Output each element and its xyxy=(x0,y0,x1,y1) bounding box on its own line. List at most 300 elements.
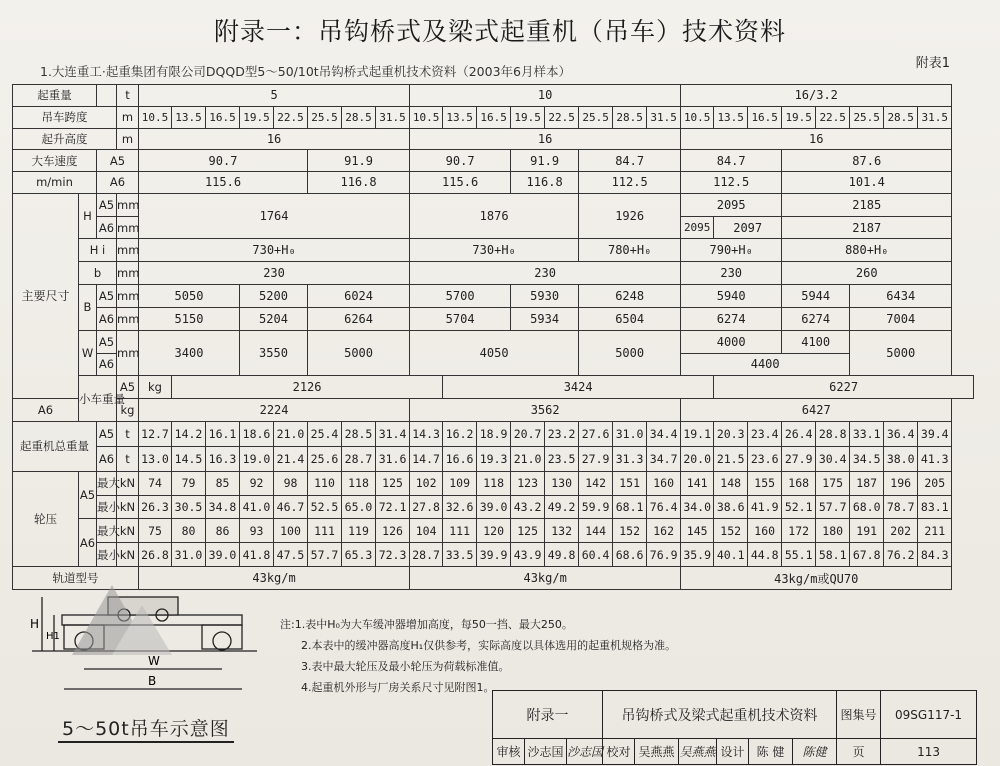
b-10t: 230 xyxy=(410,262,681,285)
value-cell: 28.8 xyxy=(816,421,850,446)
value-cell: 26.8 xyxy=(139,543,172,567)
value-cell: 28.7 xyxy=(342,446,376,471)
value-cell: 52.1 xyxy=(782,495,816,519)
unit-kn: kN xyxy=(117,495,139,519)
dim-b: B xyxy=(79,285,97,331)
crane-diagram xyxy=(12,585,272,715)
b-a5: 5940 xyxy=(681,285,782,308)
value-cell: 19.0 xyxy=(240,446,274,471)
span-value: 10.5 xyxy=(681,106,714,128)
title-block-checker: 吴燕燕 xyxy=(635,739,679,765)
crane-wheel-right xyxy=(213,632,231,650)
dim-w: W xyxy=(79,330,97,376)
value-cell: 38.0 xyxy=(884,446,918,471)
value-cell: 100 xyxy=(274,519,308,543)
value-cell: 14.7 xyxy=(410,446,443,471)
value-cell: 31.4 xyxy=(376,421,410,446)
value-cell: 34.0 xyxy=(681,495,714,519)
unit-t: t xyxy=(117,85,139,107)
value-cell: 16.1 xyxy=(206,421,240,446)
value-cell: 39.0 xyxy=(206,543,240,567)
speed-a5: 84.7 xyxy=(681,150,782,172)
value-cell: 180 xyxy=(816,519,850,543)
table-reference: 附表1 xyxy=(915,56,950,71)
rail-5t: 43kg/m xyxy=(139,567,410,590)
table-row xyxy=(13,376,974,399)
speed-a5: 84.7 xyxy=(579,150,681,172)
span-value: 22.5 xyxy=(816,106,850,128)
b-a5: 5200 xyxy=(240,285,308,308)
value-cell: 21.0 xyxy=(274,421,308,446)
value-cell: 14.2 xyxy=(172,421,206,446)
hi-16t: 790+H₀ xyxy=(681,239,782,262)
value-cell: 65.3 xyxy=(342,543,376,567)
value-cell: 21.0 xyxy=(511,446,545,471)
title-block-designer: 陈 健 xyxy=(749,739,793,765)
value-cell: 109 xyxy=(443,471,477,495)
span-value: 10.5 xyxy=(410,106,443,128)
unit-m: m xyxy=(117,106,139,128)
value-cell: 43.2 xyxy=(511,495,545,519)
value-cell: 130 xyxy=(545,471,579,495)
value-cell: 104 xyxy=(410,519,443,543)
value-cell: 21.5 xyxy=(714,446,748,471)
value-cell: 155 xyxy=(748,471,782,495)
value-cell: 55.1 xyxy=(782,543,816,567)
value-cell: 78.7 xyxy=(884,495,918,519)
value-cell: 76.2 xyxy=(884,543,918,567)
grade-a6: A6 xyxy=(97,216,117,239)
b-a6: 5704 xyxy=(410,307,511,330)
crane-speed-label: 大车速度 xyxy=(13,150,97,172)
span-value: 19.5 xyxy=(240,106,274,128)
value-cell: 60.4 xyxy=(579,543,613,567)
value-cell: 34.4 xyxy=(647,421,681,446)
w-5t: 3550 xyxy=(240,330,308,376)
table-row xyxy=(13,85,974,107)
title-block-atlas-no: 09SG117-1 xyxy=(881,691,977,739)
value-cell: 26.4 xyxy=(782,421,816,446)
value-cell: 126 xyxy=(376,519,410,543)
b-a6: 6274 xyxy=(681,307,782,330)
trolley-16t: 6427 xyxy=(681,399,952,422)
grade-a6: A6 xyxy=(79,519,97,567)
value-cell: 76.4 xyxy=(647,495,681,519)
title-block-section: 附录一 xyxy=(493,691,603,739)
value-cell: 33.5 xyxy=(443,543,477,567)
span-value: 25.5 xyxy=(850,106,884,128)
value-cell: 168 xyxy=(782,471,816,495)
span-value: 10.5 xyxy=(139,106,172,128)
b-a5: 5050 xyxy=(139,285,240,308)
speed-unit: m/min xyxy=(13,172,97,194)
value-cell: 34.8 xyxy=(206,495,240,519)
value-cell: 102 xyxy=(410,471,443,495)
value-cell: 211 xyxy=(918,519,952,543)
label-b: B xyxy=(148,674,157,688)
b-a5: 6434 xyxy=(850,285,952,308)
unit-kn: kN xyxy=(117,543,139,567)
total-weight-label: 起重机总重量 xyxy=(13,421,97,471)
unit-mm: mm xyxy=(117,307,139,330)
span-value: 13.5 xyxy=(172,106,206,128)
span-value: 22.5 xyxy=(274,106,308,128)
h-16t-a6: 2095 xyxy=(681,216,714,239)
span-value: 13.5 xyxy=(443,106,477,128)
value-cell: 33.1 xyxy=(850,421,884,446)
h-16t: 2095 xyxy=(681,193,782,216)
value-cell: 18.9 xyxy=(477,421,511,446)
value-cell: 41.8 xyxy=(240,543,274,567)
capacity-5t: 5 xyxy=(139,85,410,107)
value-cell: 93 xyxy=(240,519,274,543)
value-cell: 98 xyxy=(274,471,308,495)
value-cell: 39.4 xyxy=(918,421,952,446)
value-cell: 16.3 xyxy=(206,446,240,471)
value-cell: 119 xyxy=(342,519,376,543)
title-block-page-label: 页 xyxy=(837,739,881,765)
grade-a6: A6 xyxy=(97,353,117,376)
cell xyxy=(97,85,117,107)
label-hi: H1 xyxy=(46,631,60,642)
rail-10t: 43kg/m xyxy=(410,567,681,590)
crane-spec-table xyxy=(12,84,974,590)
value-cell: 57.7 xyxy=(816,495,850,519)
wheel-load-label: 轮压 xyxy=(13,471,79,566)
value-cell: 120 xyxy=(477,519,511,543)
value-cell: 41.3 xyxy=(918,446,952,471)
b-a6: 7004 xyxy=(850,307,952,330)
diagram-title: 5～50t吊车示意图 xyxy=(58,714,234,743)
span-value: 19.5 xyxy=(782,106,816,128)
table-row xyxy=(13,543,974,567)
hi-10t: 730+H₀ xyxy=(410,239,579,262)
value-cell: 132 xyxy=(545,519,579,543)
unit-t: t xyxy=(117,421,139,446)
h-16t-a6: 2187 xyxy=(782,216,952,239)
value-cell: 152 xyxy=(613,519,647,543)
title-block xyxy=(492,690,977,765)
speed-a6: 112.5 xyxy=(681,172,782,194)
h-10t-b: 1926 xyxy=(579,193,681,239)
speed-a6: 115.6 xyxy=(410,172,511,194)
value-cell: 110 xyxy=(308,471,342,495)
value-cell: 160 xyxy=(748,519,782,543)
w-10t: 4050 xyxy=(410,330,579,376)
value-cell: 141 xyxy=(681,471,714,495)
value-cell: 191 xyxy=(850,519,884,543)
span-value: 16.5 xyxy=(477,106,511,128)
title-block-page-no: 113 xyxy=(881,739,977,765)
value-cell: 34.5 xyxy=(850,446,884,471)
dim-h: H xyxy=(79,193,97,239)
value-cell: 148 xyxy=(714,471,748,495)
value-cell: 65.0 xyxy=(342,495,376,519)
title-block-name: 吊钩桥式及梁式起重机技术资料 xyxy=(603,691,837,739)
span-value: 28.5 xyxy=(342,106,376,128)
value-cell: 145 xyxy=(681,519,714,543)
h-16t: 2185 xyxy=(782,193,952,216)
grade-a5: A5 xyxy=(117,376,139,399)
b-16t-b: 260 xyxy=(782,262,952,285)
table-row xyxy=(13,307,974,330)
value-cell: 68.0 xyxy=(850,495,884,519)
title-block-review-signature: 沙志国 xyxy=(567,739,603,765)
w-16t: 4000 xyxy=(681,330,782,353)
trolley-10t: 3562 xyxy=(410,399,681,422)
value-cell: 152 xyxy=(714,519,748,543)
w-16t: 4100 xyxy=(782,330,850,353)
b-a5: 5700 xyxy=(410,285,511,308)
capacity-label: 起重量 xyxy=(13,85,97,107)
value-cell: 52.5 xyxy=(308,495,342,519)
w-5t: 5000 xyxy=(308,330,410,376)
value-cell: 27.8 xyxy=(410,495,443,519)
unit-kn: kN xyxy=(117,519,139,543)
unit-kg: kg xyxy=(139,376,172,399)
span-value: 31.5 xyxy=(647,106,681,128)
note-1: 注:1.表中H₀为大车缓冲器增加高度，每50一挡、最大250。 xyxy=(280,618,573,631)
value-cell: 13.0 xyxy=(139,446,172,471)
min-label: 最小 xyxy=(97,495,117,519)
value-cell: 111 xyxy=(308,519,342,543)
title-block-design-signature: 陈健 xyxy=(793,739,837,765)
value-cell: 23.5 xyxy=(545,446,579,471)
value-cell: 68.6 xyxy=(613,543,647,567)
value-cell: 46.7 xyxy=(274,495,308,519)
note-2: 2.本表中的缓冲器高度H₁仅供参考，实际高度以具体选用的起重机规格为准。 xyxy=(301,639,677,652)
span-value: 25.5 xyxy=(579,106,613,128)
table-row xyxy=(13,128,974,150)
grade-a6: A6 xyxy=(97,172,139,194)
value-cell: 85 xyxy=(206,471,240,495)
value-cell: 92 xyxy=(240,471,274,495)
grade-a5: A5 xyxy=(79,471,97,519)
value-cell: 187 xyxy=(850,471,884,495)
speed-a6: 101.4 xyxy=(782,172,952,194)
crane-diagram-drawing xyxy=(12,585,272,715)
value-cell: 76.9 xyxy=(647,543,681,567)
value-cell: 31.6 xyxy=(376,446,410,471)
value-cell: 59.9 xyxy=(579,495,613,519)
value-cell: 58.1 xyxy=(816,543,850,567)
value-cell: 47.5 xyxy=(274,543,308,567)
unit-mm: mm xyxy=(117,216,139,239)
dim-b-small: b xyxy=(79,262,117,285)
span-value: 16.5 xyxy=(206,106,240,128)
unit-mm: mm xyxy=(117,330,139,376)
trolley-5t: 2224 xyxy=(139,399,410,422)
h-16t-a6: 2097 xyxy=(714,216,782,239)
value-cell: 142 xyxy=(579,471,613,495)
end-carriage-right xyxy=(202,625,242,649)
value-cell: 49.8 xyxy=(545,543,579,567)
value-cell: 125 xyxy=(511,519,545,543)
main-dimensions-label: 主要尺寸 xyxy=(13,193,79,398)
hi-16t-b: 880+H₀ xyxy=(782,239,952,262)
b-a5: 6248 xyxy=(579,285,681,308)
value-cell: 21.4 xyxy=(274,446,308,471)
value-cell: 39.9 xyxy=(477,543,511,567)
label-h: H xyxy=(30,617,40,631)
value-cell: 111 xyxy=(443,519,477,543)
table-row xyxy=(13,446,974,471)
trolley-10t: 3424 xyxy=(443,376,714,399)
value-cell: 40.1 xyxy=(714,543,748,567)
value-cell: 44.8 xyxy=(748,543,782,567)
speed-a6: 112.5 xyxy=(579,172,681,194)
unit-kn: kN xyxy=(117,471,139,495)
w-16t: 5000 xyxy=(850,330,952,376)
value-cell: 41.9 xyxy=(748,495,782,519)
trolley-5t: 2126 xyxy=(172,376,443,399)
value-cell: 35.9 xyxy=(681,543,714,567)
trolley-weight-label: 小车重量 xyxy=(79,376,117,422)
min-label: 最小 xyxy=(97,543,117,567)
span-value: 13.5 xyxy=(714,106,748,128)
value-cell: 68.1 xyxy=(613,495,647,519)
grade-a6: A6 xyxy=(97,446,117,471)
value-cell: 20.3 xyxy=(714,421,748,446)
table-row xyxy=(13,106,974,128)
value-cell: 16.6 xyxy=(443,446,477,471)
value-cell: 80 xyxy=(172,519,206,543)
table-row xyxy=(13,239,974,262)
w-10t: 5000 xyxy=(579,330,681,376)
grade-a5: A5 xyxy=(97,421,117,446)
span-value: 31.5 xyxy=(918,106,952,128)
value-cell: 38.6 xyxy=(714,495,748,519)
speed-a5: 87.6 xyxy=(782,150,952,172)
speed-a6: 115.6 xyxy=(139,172,308,194)
value-cell: 123 xyxy=(511,471,545,495)
value-cell: 74 xyxy=(139,471,172,495)
capacity-10t: 10 xyxy=(410,85,681,107)
b-5t: 230 xyxy=(139,262,410,285)
max-label: 最大 xyxy=(97,519,117,543)
value-cell: 20.0 xyxy=(681,446,714,471)
lift-10t: 16 xyxy=(410,128,681,150)
title-block-atlas-label: 图集号 xyxy=(837,691,881,739)
table-row xyxy=(13,330,974,353)
title-block-design-label: 设计 xyxy=(717,739,749,765)
value-cell: 72.1 xyxy=(376,495,410,519)
title-block-review-label: 审核 xyxy=(493,739,525,765)
speed-a6: 116.8 xyxy=(511,172,579,194)
note-4: 4.起重机外形与厂房关系尺寸见附图1。 xyxy=(301,681,495,694)
hi-10t-b: 780+H₀ xyxy=(579,239,681,262)
value-cell: 27.9 xyxy=(782,446,816,471)
span-value: 19.5 xyxy=(511,106,545,128)
unit-mm: mm xyxy=(117,193,139,216)
value-cell: 26.3 xyxy=(139,495,172,519)
b-a6: 6264 xyxy=(308,307,410,330)
table-row xyxy=(13,172,974,194)
value-cell: 151 xyxy=(613,471,647,495)
value-cell: 19.3 xyxy=(477,446,511,471)
value-cell: 25.6 xyxy=(308,446,342,471)
value-cell: 18.6 xyxy=(240,421,274,446)
value-cell: 23.2 xyxy=(545,421,579,446)
b-a5: 5944 xyxy=(782,285,850,308)
value-cell: 14.5 xyxy=(172,446,206,471)
value-cell: 172 xyxy=(782,519,816,543)
span-label: 吊车跨度 xyxy=(13,106,117,128)
b-a5: 5930 xyxy=(511,285,579,308)
watermark-logo xyxy=(72,585,172,655)
title-block-check-label: 校对 xyxy=(603,739,635,765)
value-cell: 27.6 xyxy=(579,421,613,446)
grade-a5: A5 xyxy=(97,285,117,308)
hi-5t: 730+H₀ xyxy=(139,239,410,262)
span-value: 16.5 xyxy=(748,106,782,128)
value-cell: 118 xyxy=(477,471,511,495)
table-row xyxy=(13,495,974,519)
value-cell: 125 xyxy=(376,471,410,495)
value-cell: 31.0 xyxy=(613,421,647,446)
value-cell: 30.4 xyxy=(816,446,850,471)
b-a6: 6274 xyxy=(782,307,850,330)
grade-a6: A6 xyxy=(97,307,117,330)
b-a6: 6504 xyxy=(579,307,681,330)
value-cell: 25.4 xyxy=(308,421,342,446)
table-row xyxy=(13,285,974,308)
value-cell: 31.0 xyxy=(172,543,206,567)
h-5t: 1764 xyxy=(139,193,410,239)
value-cell: 75 xyxy=(139,519,172,543)
unit-mm: mm xyxy=(117,239,139,262)
value-cell: 83.1 xyxy=(918,495,952,519)
value-cell: 14.3 xyxy=(410,421,443,446)
note-3: 3.表中最大轮压及最小轮压为荷载标准值。 xyxy=(301,660,510,673)
value-cell: 39.0 xyxy=(477,495,511,519)
table-row xyxy=(13,399,974,422)
value-cell: 31.3 xyxy=(613,446,647,471)
value-cell: 41.0 xyxy=(240,495,274,519)
value-cell: 28.7 xyxy=(410,543,443,567)
table-row xyxy=(13,421,974,446)
page-title: 附录一：吊钩桥式及梁式起重机（吊车）技术资料 xyxy=(213,17,786,46)
label-w: W xyxy=(148,654,160,668)
speed-a5: 90.7 xyxy=(410,150,511,172)
notes-block xyxy=(280,614,676,698)
value-cell: 49.2 xyxy=(545,495,579,519)
speed-a5: 91.9 xyxy=(511,150,579,172)
grade-a5: A5 xyxy=(97,193,117,216)
max-label: 最大 xyxy=(97,471,117,495)
span-value: 22.5 xyxy=(545,106,579,128)
value-cell: 30.5 xyxy=(172,495,206,519)
title-block-reviewer: 沙志国 xyxy=(525,739,567,765)
value-cell: 12.7 xyxy=(139,421,172,446)
value-cell: 16.2 xyxy=(443,421,477,446)
trolley-16t: 6227 xyxy=(714,376,974,399)
value-cell: 27.9 xyxy=(579,446,613,471)
grade-a6: A6 xyxy=(13,399,79,422)
lift-16t: 16 xyxy=(681,128,952,150)
speed-a5: 91.9 xyxy=(308,150,410,172)
value-cell: 160 xyxy=(647,471,681,495)
span-value: 28.5 xyxy=(884,106,918,128)
unit-kg: kg xyxy=(117,399,139,422)
dim-hi: H i xyxy=(79,239,117,262)
table-row xyxy=(13,471,974,495)
value-cell: 28.5 xyxy=(342,421,376,446)
table-subtitle: 1.大连重工·起重集团有限公司DQQD型5～50/10t吊钩桥式起重机技术资料（2003年6月样本） xyxy=(40,64,571,79)
value-cell: 32.6 xyxy=(443,495,477,519)
value-cell: 57.7 xyxy=(308,543,342,567)
title-block-check-signature: 吴燕燕 xyxy=(679,739,717,765)
